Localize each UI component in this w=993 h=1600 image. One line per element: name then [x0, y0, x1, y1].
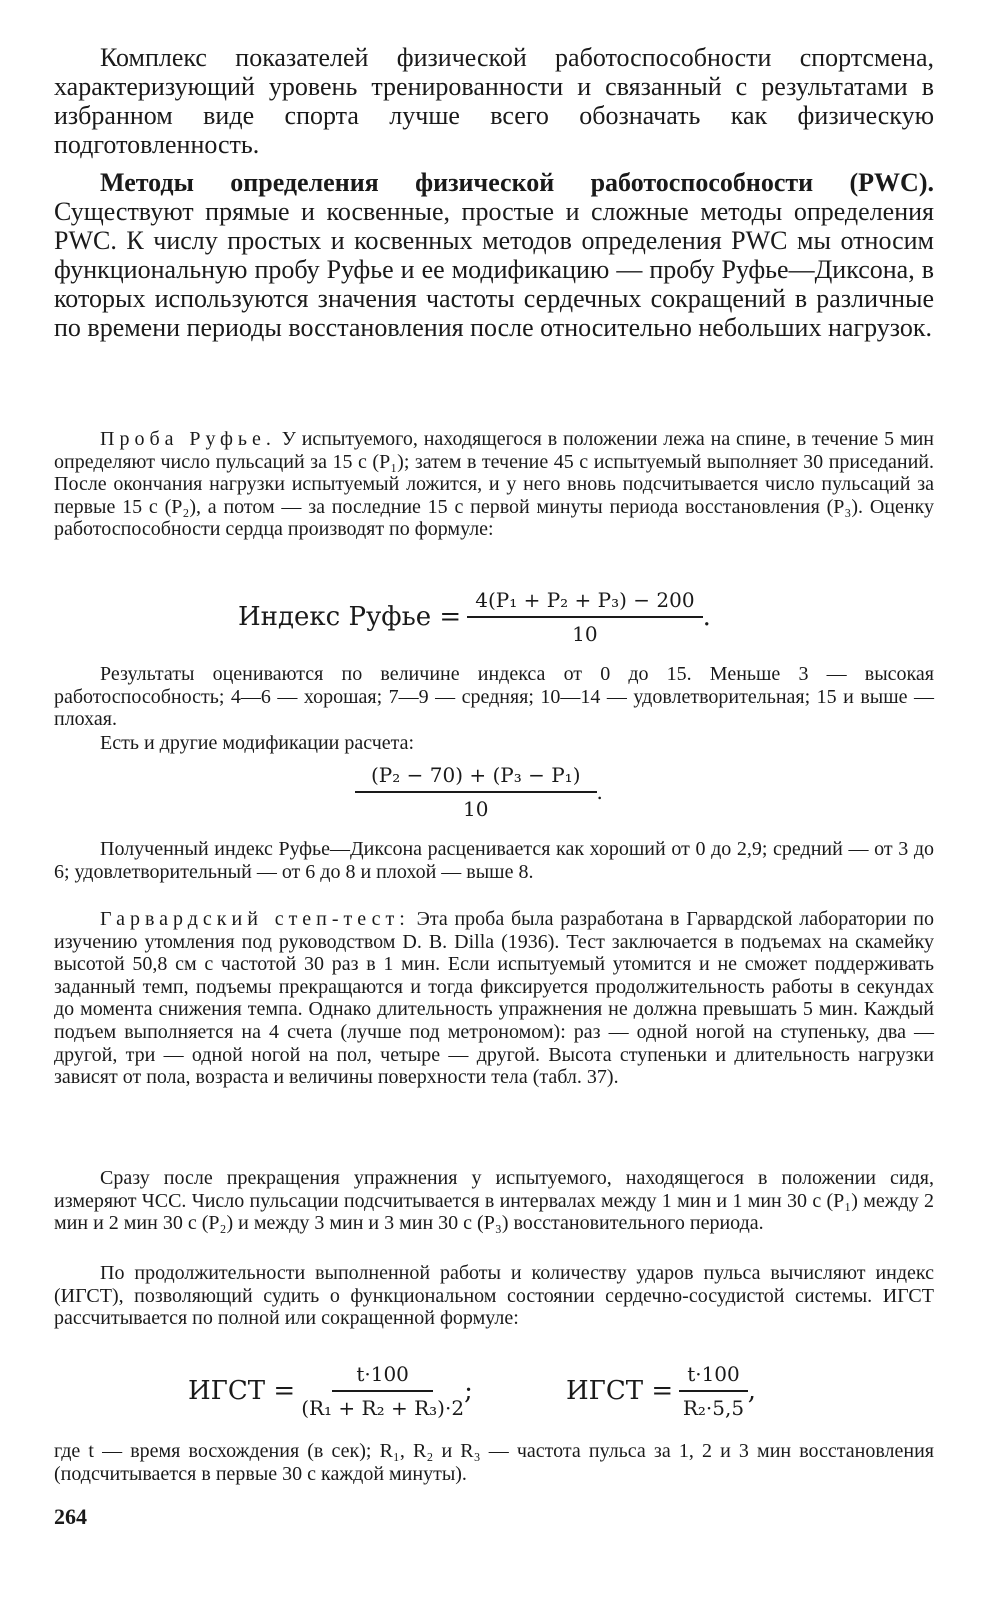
igst-full-fraction: [301, 1362, 464, 1420]
igst-full-end: ;: [464, 1376, 473, 1406]
dickson-numerator: (P₂ − 70) + (P₃ − P₁): [355, 763, 597, 793]
rufier-results: Результаты оцениваются по величине индекса от 0 до 15. Меньше 3 — высокая работоспособность; 4—6 — хорошая; 7—9 — средняя; 10—14 — удовлетворительная; 15 и выше — плохая.: [54, 663, 934, 731]
methods-heading: Методы определения физической работоспособности (PWC).: [100, 168, 934, 197]
harvard-text: Эта проба была разработана в Гарвардской лаборатории по изучению утомления под руководством D. B. Dilla (1936). Тест заключается в подъемах на скамейку высотой 50,8 см с частотой 30 раз в 1 мин. Если испытуемый утомится и не сможет поддерживать заданный темп, подъемы прекращаются и тогда фиксируется продолжительность работы в секундах до момента снижения темпа. Однако длительность упражнения не должна превышать 5 мин. Каждый подъем выполняется на 4 счета (лучше под метрономом): раз — одной ногой на ступеньку, два — другой, три — одной ногой на пол, четыре — другой. Высота ступеньки и длительность нагрузки зависят от пола, возраста и величины поверхности тела (табл. 37).: [54, 908, 934, 1089]
rufier-fraction: [467, 588, 702, 646]
rufier-numerator: 4(P₁ + P₂ + P₃) − 200: [467, 588, 702, 618]
rufier-denominator: 10: [572, 622, 598, 646]
harvard-title: Гарвардский степ-тест:: [100, 908, 410, 930]
methods-paragraph: [54, 168, 934, 342]
igst-short-numerator: t·100: [679, 1362, 748, 1392]
dickson-fraction: [355, 763, 597, 821]
dickson-denominator: 10: [463, 797, 489, 821]
rufier-formula-label: Индекс Руфье =: [238, 602, 462, 632]
dickson-formula: [355, 763, 603, 821]
intro-paragraph: Комплекс показателей физической работоспособности спортсмена, характеризующий уровень тренированности и связанный с результатами в избранном виде спорта лучше всего обозначать как физическую подготовленность.: [54, 43, 934, 159]
page-number: 264: [54, 1504, 87, 1529]
harvard-paragraph: [54, 908, 934, 1089]
dickson-paragraph: Полученный индекс Руфье—Диксона расценивается как хороший от 0 до 2,9; средний — от 3 до 6; удовлетворительный — от 6 до 8 и плохой — выше 8.: [54, 838, 934, 883]
igst-short-denominator: R₂·5,5: [682, 1396, 745, 1420]
dickson-formula-end: .: [596, 780, 603, 804]
igst-short-fraction: [679, 1362, 748, 1420]
rufier-title: Проба Руфье.: [100, 428, 276, 450]
igst-short-formula: [566, 1362, 756, 1420]
formula-explanation: где t — время восхождения (в сек); R₁, R₂ и R₃ — частота пульса за 1, 2 и 3 мин восстановления (подсчитывается в первые 30 с каждой минуты).: [54, 1440, 934, 1485]
igst-full-label: ИГСТ =: [188, 1376, 296, 1406]
harvard-paragraph-3: По продолжительности выполненной работы и количеству ударов пульса вычисляют индекс (ИГСТ), позволяющий судить о функциональном состоянии сердечно-сосудистой системы. ИГСТ рассчитывается по полной или сокращенной формуле:: [54, 1262, 934, 1330]
igst-short-end: ,: [747, 1376, 757, 1406]
rufier-formula-end: .: [702, 602, 711, 632]
methods-text: Существуют прямые и косвенные, простые и сложные методы определения PWC. К числу простых и косвенных методов определения PWC мы относим функциональную пробу Руфье и ее модификацию — пробу Руфье—Диксона, в которых используются значения частоты сердечных сокращений в различные по времени периоды восстановления после относительно небольших нагрузок.: [54, 197, 934, 342]
igst-short-label: ИГСТ =: [566, 1376, 674, 1406]
harvard-paragraph-2: Сразу после прекращения упражнения у испытуемого, находящегося в положении сидя, измеряют ЧСС. Число пульсации подсчитывается в интервалах между 1 мин и 1 мин 30 с (P₁) между 2 мин и 2 мин 30 с (P₂) и между 3 мин и 3 мин 30 с (P₃) восстановительного периода.: [54, 1167, 934, 1235]
other-modifications: Есть и другие модификации расчета:: [100, 732, 415, 754]
rufier-paragraph: [54, 428, 934, 541]
igst-full-denominator: (R₁ + R₂ + R₃)·2: [301, 1396, 465, 1420]
igst-full-formula: [188, 1362, 473, 1420]
rufier-index-formula: [238, 588, 711, 646]
rufier-text: У испытуемого, находящегося в положении лежа на спине, в течение 5 мин определяют число пульсаций за 15 с (P₁); затем в течение 45 с испытуемый выполняет 30 приседаний. После окончания нагрузки испытуемый ложится, и у него вновь подсчитывается число пульсаций за первые 15 с (P₂), а потом — за последние 15 с первой минуты периода восстановления (P₃). Оценку работоспособности сердца производят по формуле:: [54, 428, 935, 541]
igst-full-numerator: t·100: [332, 1362, 433, 1392]
